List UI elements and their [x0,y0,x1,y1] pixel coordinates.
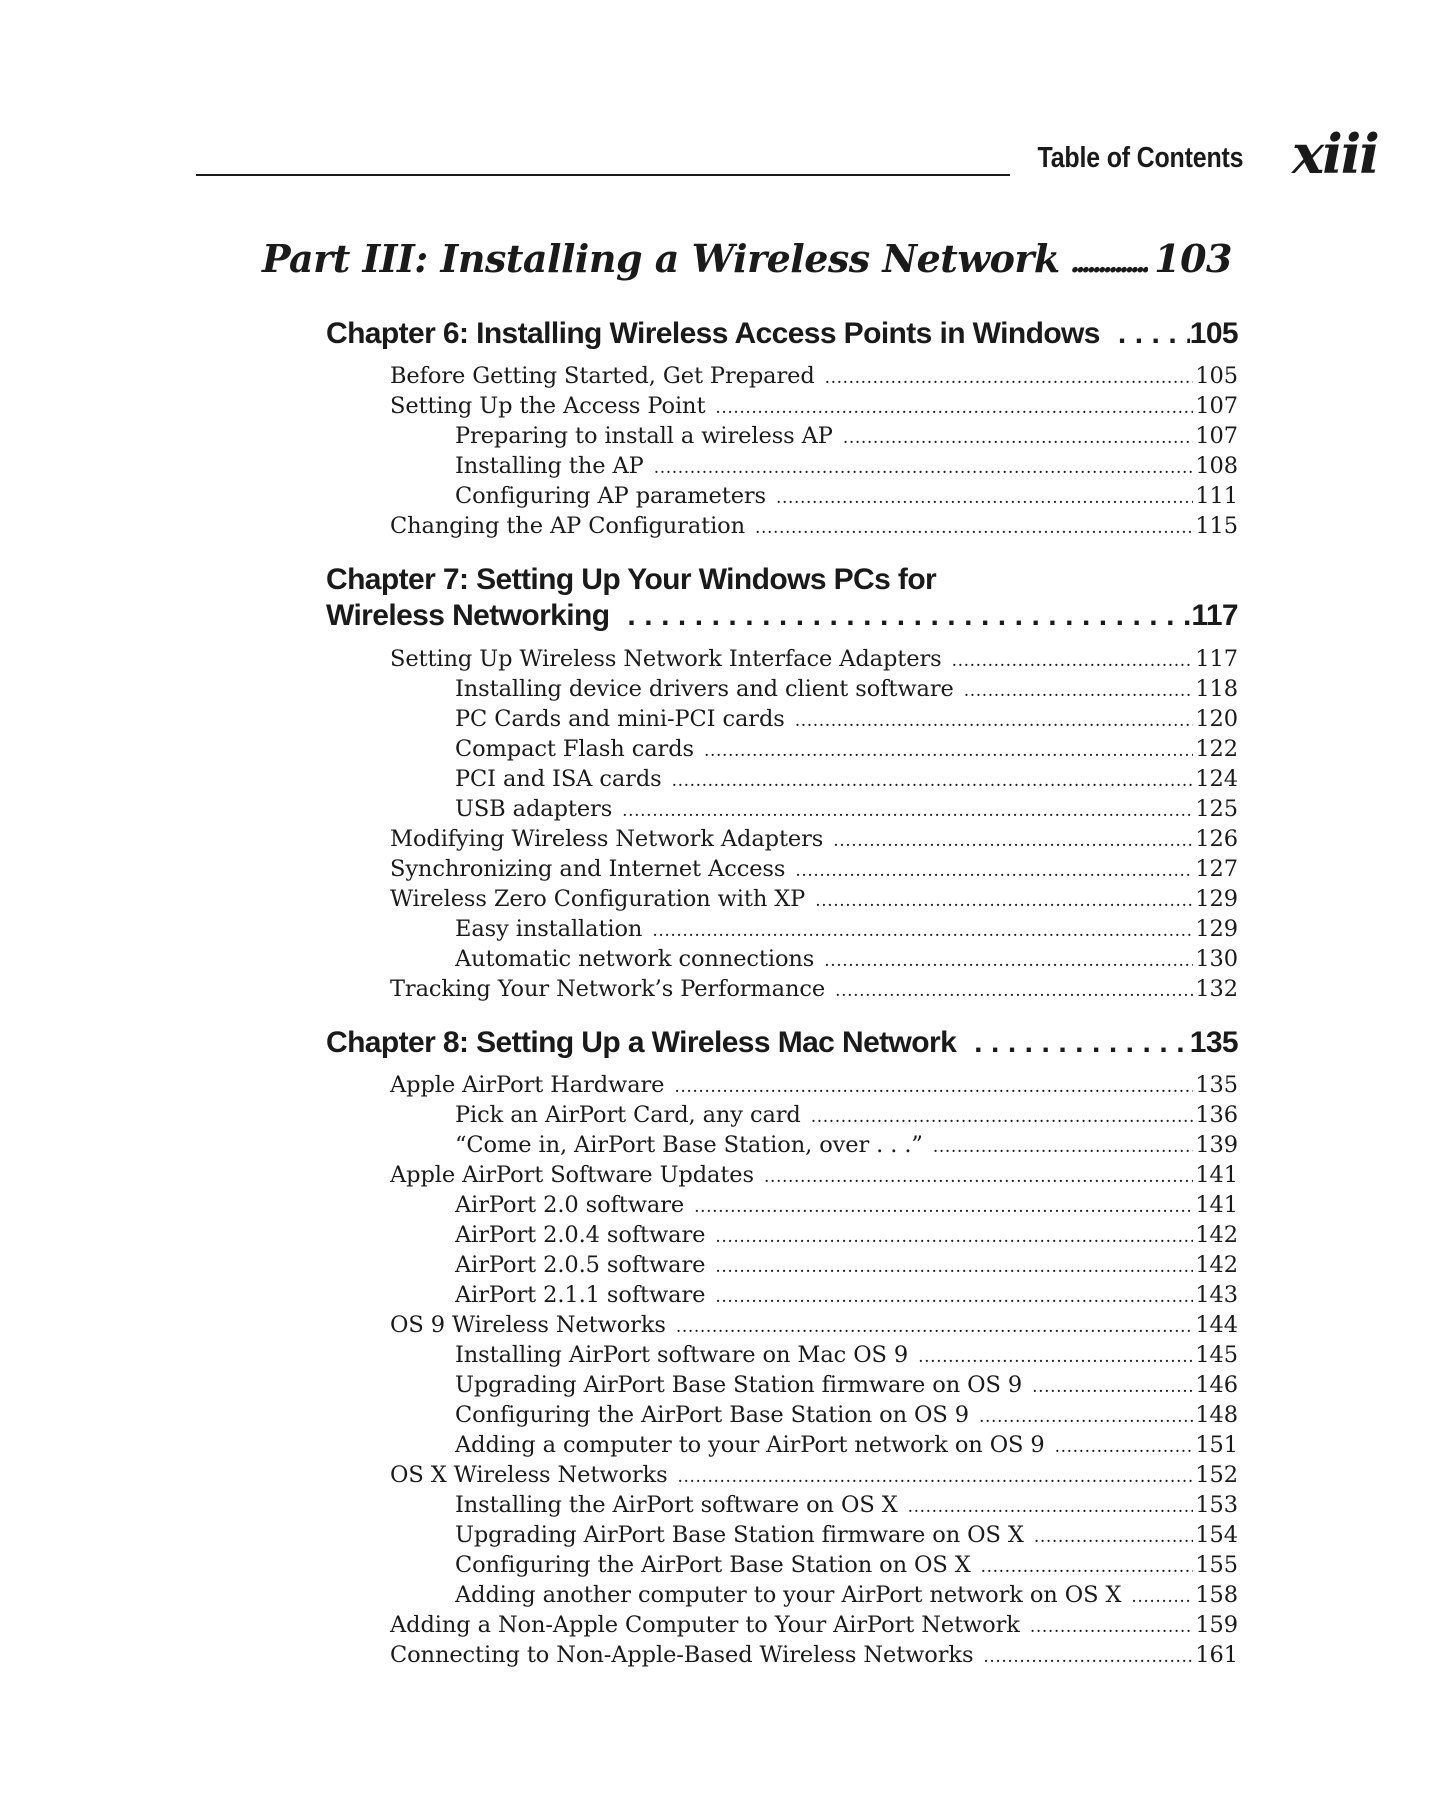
entry-title: Apple AirPort Hardware [390,1072,665,1098]
entry-title: Installing AirPort software on Mac OS 9 [455,1342,909,1368]
entry-title: AirPort 2.0 software [455,1192,685,1218]
chapter-page: 105 [1189,317,1238,350]
dot-leader [715,1252,1193,1278]
toc-entry[interactable] [390,826,1238,856]
entry-page: 153 [1195,1492,1238,1518]
entry-page: 151 [1195,1432,1238,1458]
toc-entry[interactable] [390,363,1238,393]
dot-leader [755,513,1193,539]
entry-page: 154 [1195,1522,1238,1548]
dot-leader [715,1222,1193,1248]
dot-leader [795,706,1194,732]
dot-leader [833,826,1193,852]
entry-page: 107 [1195,423,1238,449]
entry-title: Setting Up Wireless Network Interface Adapters [390,646,942,672]
toc-entry[interactable] [455,676,1238,706]
entry-title: Installing device drivers and client software [455,676,954,702]
entry-page: 158 [1195,1582,1238,1608]
entry-page: 118 [1195,676,1238,702]
toc-entry[interactable] [455,1102,1238,1132]
dot-leader [843,423,1194,449]
toc-entry[interactable] [455,916,1238,946]
toc-entry[interactable] [390,856,1238,886]
entry-page: 148 [1195,1402,1238,1428]
chapter-heading[interactable] [326,599,1238,637]
entry-page: 145 [1195,1342,1238,1368]
entry-title: Modifying Wireless Network Adapters [390,826,824,852]
dot-leader [694,1192,1193,1218]
toc-entry[interactable] [455,946,1238,976]
entry-title: Upgrading AirPort Base Station firmware on OS X [455,1522,1024,1548]
entry-page: 111 [1195,483,1238,509]
dot-leader [918,1342,1193,1368]
toc-entry[interactable] [455,483,1238,513]
entry-title: Adding a computer to your AirPort network on OS 9 [455,1432,1045,1458]
entry-page: 135 [1195,1072,1238,1098]
toc-entry[interactable] [455,796,1238,826]
dot-leader [815,886,1193,912]
toc-entry[interactable] [455,1282,1238,1312]
entry-title: Pick an AirPort Card, any card [455,1102,801,1128]
entry-page: 129 [1195,916,1238,942]
part-heading[interactable] [262,236,1232,290]
entry-title: Adding a Non-Apple Computer to Your AirPort Network [390,1612,1020,1638]
page-number: xiii [1292,122,1378,186]
dot-leader [908,1492,1194,1518]
toc-entry[interactable] [455,453,1238,483]
entry-page: 141 [1195,1192,1238,1218]
toc-entry[interactable] [390,1072,1238,1102]
dot-leader [1055,1432,1194,1458]
dot-leader [715,1282,1193,1308]
dot-leader [1032,1372,1193,1398]
dot-leader [981,1552,1194,1578]
entry-page: 142 [1195,1222,1238,1248]
entry-page: 142 [1195,1252,1238,1278]
dot-leader [824,946,1193,972]
entry-page: 152 [1195,1462,1238,1488]
entry-page: 105 [1195,363,1238,389]
entry-page: 136 [1195,1102,1238,1128]
entry-title: Automatic network connections [455,946,815,972]
entry-page: 122 [1195,736,1238,762]
toc-entry[interactable] [455,1492,1238,1522]
toc-entry[interactable] [455,1192,1238,1222]
entry-page: 161 [1195,1642,1238,1668]
toc-entry[interactable] [455,706,1238,736]
entry-page: 124 [1195,766,1238,792]
entry-page: 129 [1195,886,1238,912]
dot-leader [979,1402,1193,1428]
running-head-rule [196,174,1010,176]
entry-page: 120 [1195,706,1238,732]
dot-leader [825,363,1194,389]
toc-entry[interactable] [455,1132,1238,1162]
dot-leader [676,1312,1194,1338]
dot-leader [1070,245,1148,280]
toc-entry[interactable] [455,1582,1238,1612]
dot-leader [1131,1582,1193,1608]
toc-entry[interactable] [455,1372,1238,1402]
entry-title: Compact Flash cards [455,736,694,762]
toc-entry[interactable] [390,513,1238,543]
dot-leader [652,916,1193,942]
entry-title: AirPort 2.1.1 software [455,1282,706,1308]
toc-entry[interactable] [390,886,1238,916]
entry-page: 144 [1195,1312,1238,1338]
toc-entry[interactable] [455,423,1238,453]
part-title: Part III: Installing a Wireless Network [262,236,1060,281]
entry-title: Setting Up the Access Point [390,393,706,419]
dot-leader [674,1072,1193,1098]
dot-leader [764,1162,1193,1188]
entry-page: 127 [1195,856,1238,882]
toc-entry[interactable] [390,1462,1238,1492]
entry-title: Configuring the AirPort Base Station on OS 9 [455,1402,969,1428]
entry-title: PC Cards and mini-PCI cards [455,706,785,732]
entry-page: 126 [1195,826,1238,852]
entry-title: Upgrading AirPort Base Station firmware on OS 9 [455,1372,1023,1398]
toc-entry[interactable] [455,736,1238,766]
part-page: 103 [1154,236,1232,281]
dot-leader [678,1462,1194,1488]
entry-page: 155 [1195,1552,1238,1578]
dot-leader [811,1102,1194,1128]
dot-leader [715,393,1193,419]
entry-page: 125 [1195,796,1238,822]
entry-page: 141 [1195,1162,1238,1188]
toc-entry[interactable] [455,1252,1238,1282]
entry-page: 117 [1195,646,1238,672]
entry-page: 130 [1195,946,1238,972]
dot-leader [983,1642,1193,1668]
entry-title: Installing the AirPort software on OS X [455,1492,898,1518]
toc-entry[interactable] [455,1342,1238,1372]
entry-title: Synchronizing and Internet Access [390,856,786,882]
entry-title: Apple AirPort Software Updates [390,1162,754,1188]
toc-entry[interactable] [455,766,1238,796]
entry-page: 143 [1195,1282,1238,1308]
dot-leader [1034,1522,1194,1548]
entry-page: 139 [1195,1132,1238,1158]
dot-leader [964,676,1194,702]
chapter-title-line2: Wireless Networking [326,599,610,632]
dot-leader [776,483,1193,509]
dot-leader [835,976,1193,1002]
entry-title: Configuring the AirPort Base Station on OS X [455,1552,971,1578]
entry-title: OS 9 Wireless Networks [390,1312,666,1338]
chapter-page: 135 [1189,1026,1238,1059]
entry-title: Configuring AP parameters [455,483,767,509]
entry-title: Changing the AP Configuration [390,513,746,539]
entry-title: Tracking Your Network’s Performance [390,976,826,1002]
running-head-title: Table of Contents [1037,142,1243,174]
entry-title: USB adapters [455,796,613,822]
toc-entry[interactable] [390,393,1238,423]
entry-page: 107 [1195,393,1238,419]
toc-entry[interactable] [455,1522,1238,1552]
entry-title: Installing the AP [455,453,644,479]
toc-entry[interactable] [455,1222,1238,1252]
toc-entry[interactable] [455,1402,1238,1432]
chapter-title-line1[interactable]: Chapter 7: Setting Up Your Windows PCs for [326,563,937,596]
dot-leader [974,1026,1190,1060]
entry-title: PCI and ISA cards [455,766,662,792]
chapter-heading[interactable] [326,317,1238,355]
entry-page: 115 [1195,513,1238,539]
toc-entry[interactable] [390,976,1238,1006]
entry-title: Adding another computer to your AirPort network on OS X [455,1582,1122,1608]
entry-title: Connecting to Non-Apple-Based Wireless Networks [390,1642,974,1668]
entry-title: “Come in, AirPort Base Station, over . . .” [455,1132,923,1158]
entry-title: AirPort 2.0.4 software [455,1222,706,1248]
dot-leader [1118,317,1190,351]
entry-page: 132 [1195,976,1238,1002]
dot-leader [627,599,1191,633]
dot-leader [622,796,1193,822]
entry-title: Wireless Zero Configuration with XP [390,886,806,912]
entry-title: AirPort 2.0.5 software [455,1252,706,1278]
dot-leader [654,453,1194,479]
toc-entry[interactable] [390,1642,1238,1672]
chapter-heading[interactable] [326,1026,1238,1064]
dot-leader [1030,1612,1194,1638]
entry-title: Easy installation [455,916,643,942]
toc-entry[interactable] [390,1162,1238,1192]
entry-title: OS X Wireless Networks [390,1462,668,1488]
toc-entry[interactable] [390,1312,1238,1342]
dot-leader [672,766,1194,792]
dot-leader [933,1132,1194,1158]
entry-page: 108 [1195,453,1238,479]
entry-title: Before Getting Started, Get Prepared [390,363,815,389]
entry-title: Preparing to install a wireless AP [455,423,833,449]
chapter-title: Chapter 6: Installing Wireless Access Points in Windows [326,317,1100,350]
toc-entry[interactable] [390,646,1238,676]
toc-entry[interactable] [390,1612,1238,1642]
dot-leader [795,856,1193,882]
toc-entry[interactable] [455,1432,1238,1462]
chapter-title: Chapter 8: Setting Up a Wireless Mac Network [326,1026,957,1059]
entry-page: 146 [1195,1372,1238,1398]
toc-entry[interactable] [455,1552,1238,1582]
dot-leader [952,646,1194,672]
entry-page: 159 [1195,1612,1238,1638]
dot-leader [704,736,1193,762]
chapter-page: 117 [1191,599,1238,632]
